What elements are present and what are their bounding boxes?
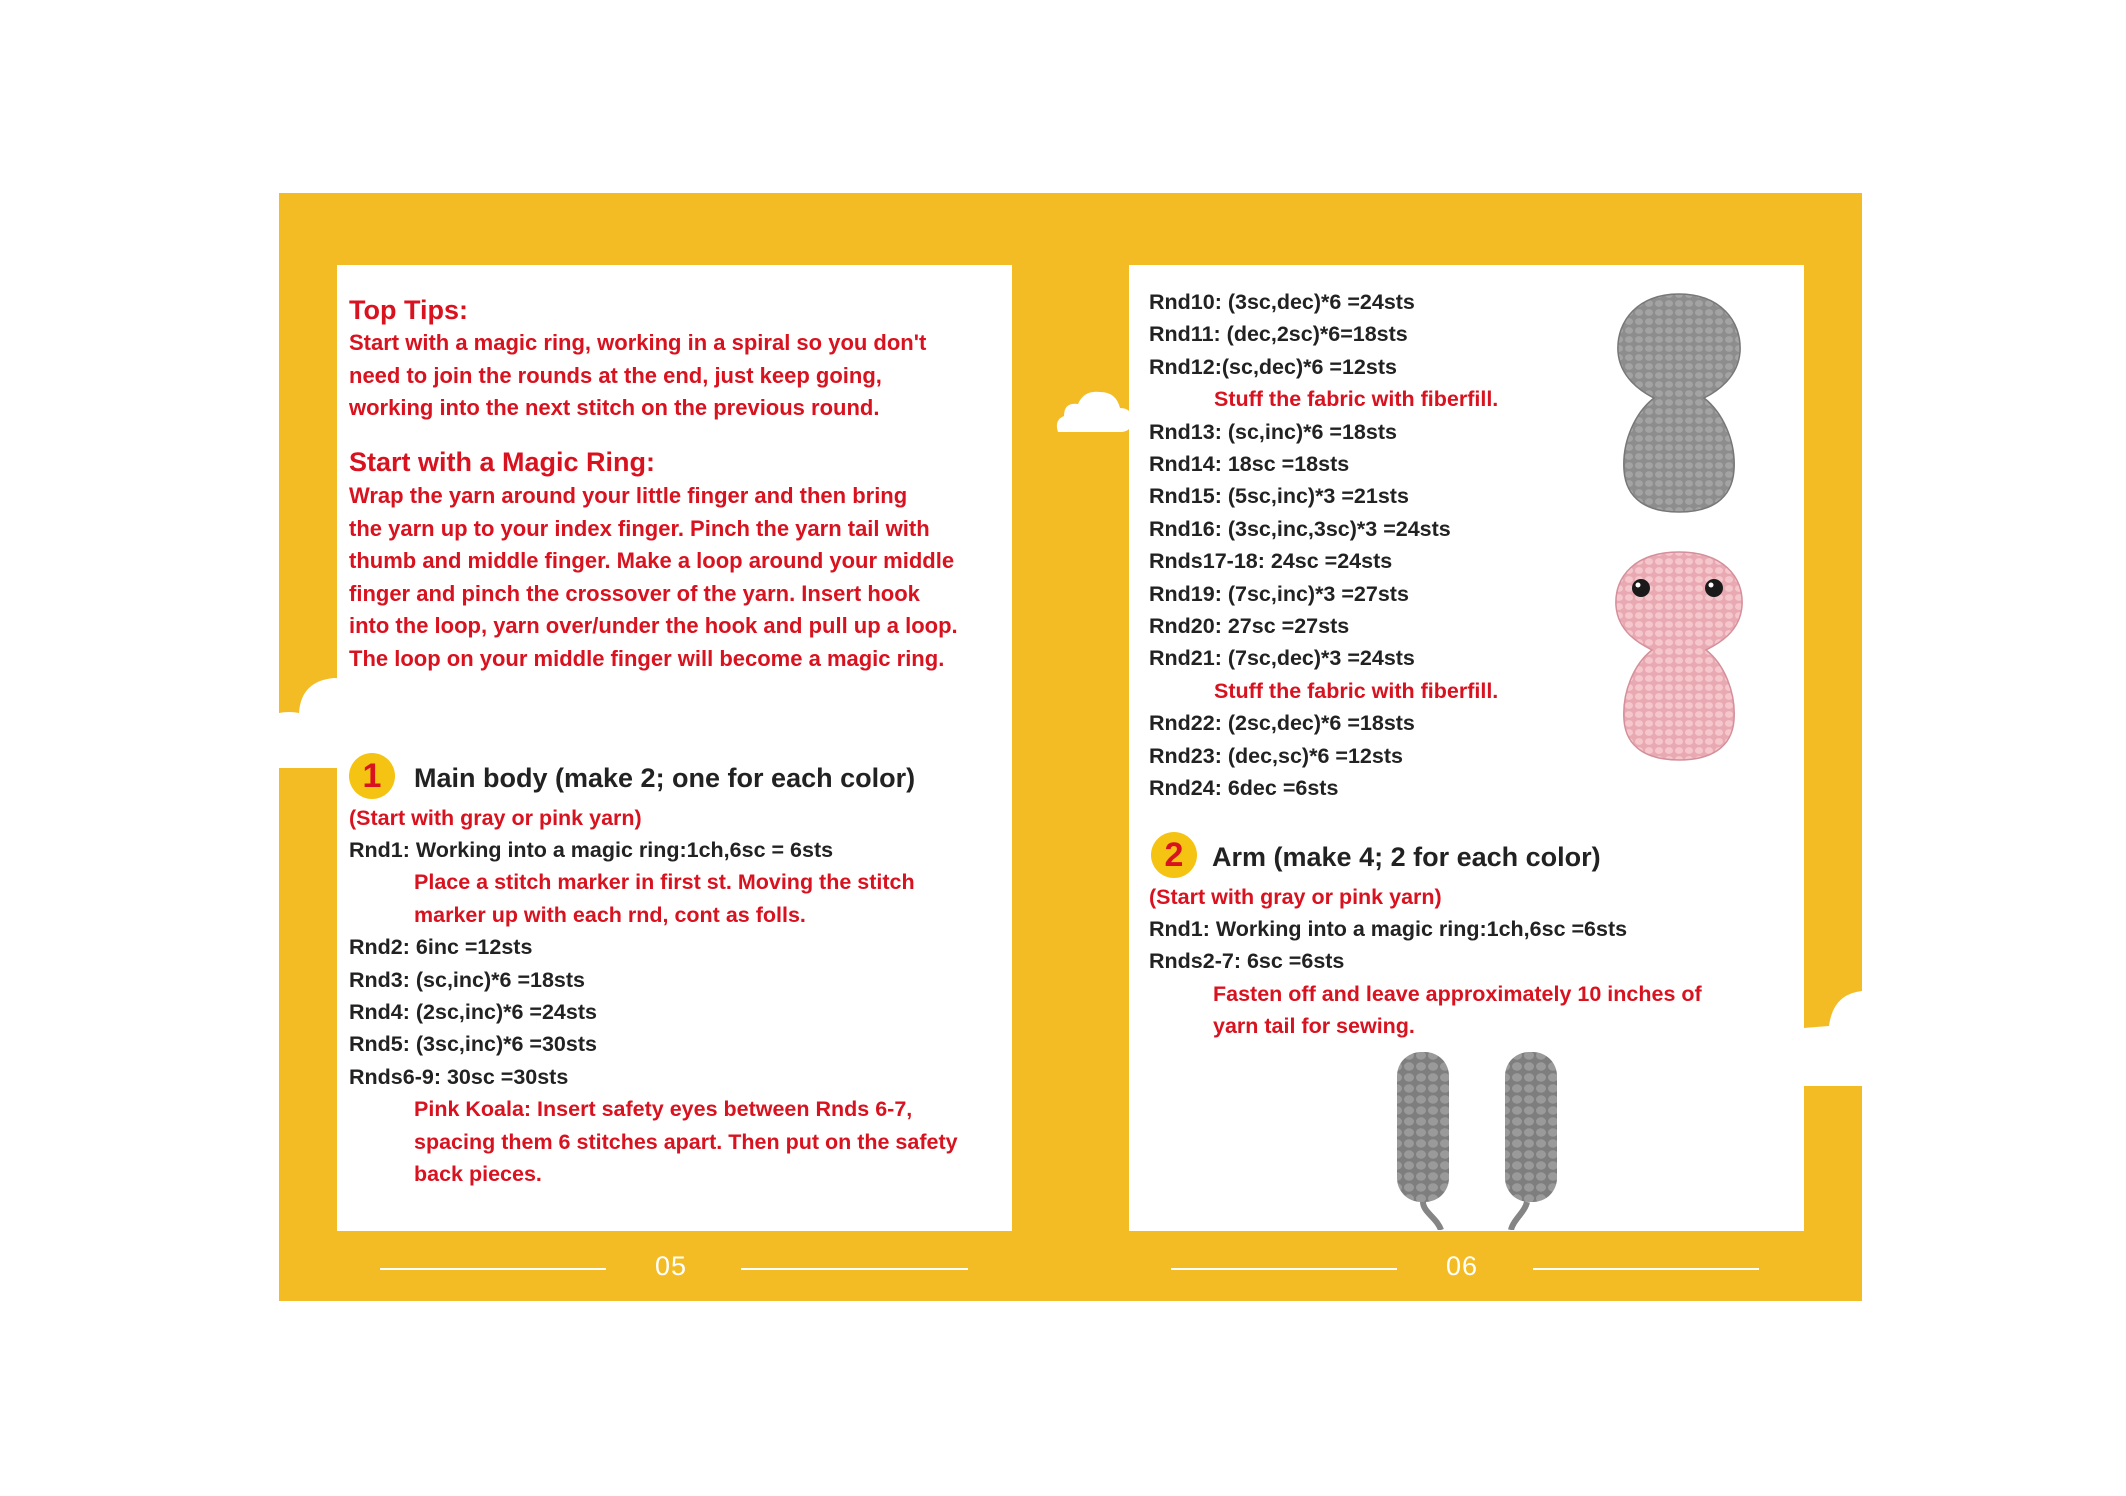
pattern-row: Rnd24: 6dec =6sts xyxy=(1149,776,1339,800)
section-number-badge: 1 xyxy=(349,753,395,799)
pattern-row: Rnd20: 27sc =27sts xyxy=(1149,614,1350,638)
footer-rule xyxy=(380,1268,606,1270)
pattern-row: Rnds2-7: 6sc =6sts xyxy=(1149,949,1345,974)
pattern-row: Rnd13: (sc,inc)*6 =18sts xyxy=(1149,419,1397,444)
page-right xyxy=(1129,265,1804,1231)
pattern-row: Rnd4: (2sc,inc)*6 =24sts xyxy=(349,1000,597,1024)
start-note: (Start with gray or pink yarn) xyxy=(1149,885,1442,909)
pattern-row: Rnd12:(sc,dec)*6 =12sts xyxy=(1149,354,1397,379)
pattern-row: Rnds6-9: 30sc =30sts xyxy=(349,1064,569,1089)
page-number-right: 06 xyxy=(1445,1251,1479,1281)
pattern-row: Rnd23: (dec,sc)*6 =12sts xyxy=(1149,743,1403,768)
pattern-row: Rnd2: 6inc =12sts xyxy=(349,935,533,960)
magic-ring-line: Wrap the yarn around your little finger and then bring xyxy=(349,483,908,508)
pattern-row: Rnd1: Working into a magic ring:1ch,6sc = 6sts xyxy=(349,838,834,862)
pattern-row: Rnds17-18: 24sc =24sts xyxy=(1149,549,1393,574)
instruction-note: Place a stitch marker in first st. Moving the stitch xyxy=(414,870,915,895)
instruction-note: spacing them 6 stitches apart. Then put on the safety xyxy=(414,1129,958,1154)
instruction-note: Pink Koala: Insert safety eyes between Rnds 6-7, xyxy=(414,1097,913,1122)
top-tips-line: Start with a magic ring, working in a spiral so you don't xyxy=(349,330,927,355)
top-tips-line: working into the next stitch on the previous round. xyxy=(349,395,880,420)
magic-ring-line: finger and pinch the crossover of the yarn. Insert hook xyxy=(349,580,920,606)
magic-ring-paragraph xyxy=(349,480,1014,675)
pattern-row: Rnd10: (3sc,dec)*6 =24sts xyxy=(1149,290,1415,314)
instruction-note: back pieces. xyxy=(414,1162,542,1186)
footer-rule xyxy=(1171,1268,1397,1270)
instruction-note: marker up with each rnd, cont as folls. xyxy=(414,902,806,927)
gray-crochet-arms-photo xyxy=(1379,1050,1569,1230)
pattern-row: Rnd1: Working into a magic ring:1ch,6sc =6sts xyxy=(1149,917,1628,941)
pattern-row: Rnd21: (7sc,dec)*3 =24sts xyxy=(1149,646,1415,671)
section-title-main-body: Main body (make 2; one for each color) xyxy=(414,763,916,793)
pattern-row: Rnd5: (3sc,inc)*6 =30sts xyxy=(349,1032,597,1057)
start-note: (Start with gray or pink yarn) xyxy=(349,806,642,830)
magic-ring-heading: Start with a Magic Ring: xyxy=(349,447,656,477)
pattern-row: Rnd15: (5sc,inc)*3 =21sts xyxy=(1149,484,1409,509)
pattern-row: Rnd19: (7sc,inc)*3 =27sts xyxy=(1149,581,1409,606)
instruction-note: Fasten off and leave approximately 10 inches of xyxy=(1213,981,1702,1006)
magic-ring-line: thumb and middle finger. Make a loop around your middle xyxy=(349,548,955,573)
footer-rule xyxy=(741,1268,968,1270)
page-number-left: 05 xyxy=(654,1251,688,1281)
cloud-middle-decoration xyxy=(1054,388,1134,434)
gray-crochet-body-photo xyxy=(1604,290,1754,515)
pattern-row: Rnd16: (3sc,inc,3sc)*3 =24sts xyxy=(1149,516,1451,541)
footer-rule xyxy=(1533,1268,1759,1270)
top-tips-line: need to join the rounds at the end, just keep going, xyxy=(349,362,882,388)
pattern-row: Rnd3: (sc,inc)*6 =18sts xyxy=(349,967,585,992)
pattern-row: Rnd11: (dec,2sc)*6=18sts xyxy=(1149,322,1408,347)
magic-ring-line: The loop on your middle finger will become a magic ring. xyxy=(349,645,945,671)
booklet-spread xyxy=(279,193,1862,1301)
top-tips-paragraph xyxy=(349,327,1014,425)
magic-ring-line: into the loop, yarn over/under the hook and pull up a loop. xyxy=(349,613,958,638)
pattern-row: Rnd14: 18sc =18sts xyxy=(1149,452,1350,476)
section-number-badge: 2 xyxy=(1151,832,1197,878)
page-left xyxy=(337,265,1012,1231)
instruction-note: Stuff the fabric with fiberfill. xyxy=(1214,387,1499,412)
section-title-arm: Arm (make 4; 2 for each color) xyxy=(1212,842,1601,872)
instruction-note: yarn tail for sewing. xyxy=(1213,1014,1415,1039)
magic-ring-line: the yarn up to your index finger. Pinch the yarn tail with xyxy=(349,515,930,541)
instruction-note: Stuff the fabric with fiberfill. xyxy=(1214,678,1499,703)
cloud-right-decoration xyxy=(1799,988,1862,1088)
pattern-row: Rnd22: (2sc,dec)*6 =18sts xyxy=(1149,711,1415,736)
top-tips-heading: Top Tips: xyxy=(349,295,468,325)
pink-crochet-body-photo xyxy=(1604,548,1754,763)
